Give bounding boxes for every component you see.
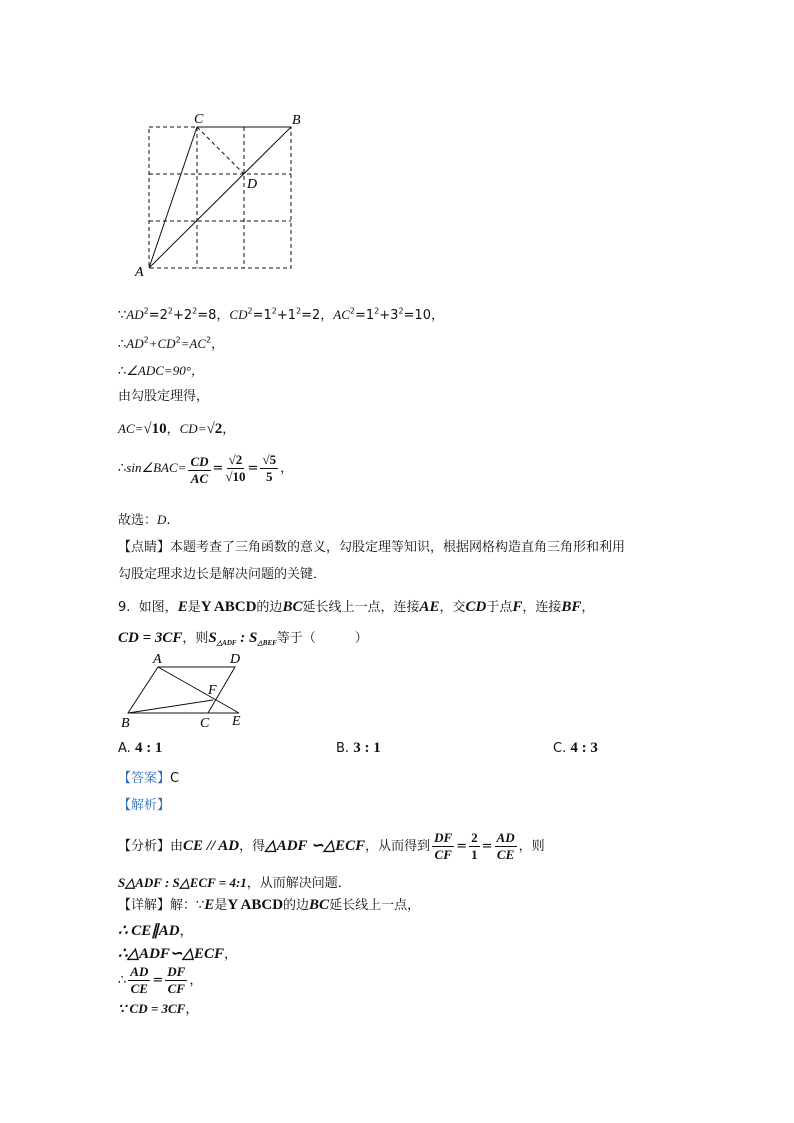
detail-line-5: ∵ CD = 3CF，: [118, 1001, 199, 1017]
analysis-heading: 【解析】: [118, 798, 171, 813]
option-b[interactable]: B. 3 : 1: [336, 740, 381, 756]
label-F: F: [208, 683, 217, 698]
label-A: A: [135, 265, 144, 280]
line-pythag: $\therefore AD^2+CD^2=AC^2$，: [118, 335, 225, 352]
detail-line-2: ∴ CE∥AD，: [118, 923, 193, 939]
line-choice: 故选：D.: [118, 512, 171, 528]
label-B: B: [121, 716, 130, 730]
line-sin: ∴sin∠BAC= $\frac{CD}{AC}$ = $\frac{√2}{√10}$ = $\frac{√5}{5}$ ，: [118, 452, 294, 486]
line-theorem: 由勾股定理得，: [118, 389, 210, 404]
grid-figure: [130, 105, 320, 285]
parallelogram-figure: [115, 650, 255, 730]
label-E: E: [232, 714, 241, 729]
detail-line-1: 【详解】解：∵E是Y ABCD的边BC延长线上一点，: [118, 897, 421, 913]
question-9-line-2: CD = 3CF，则$S_{\triangle ADF}$ : $S_{\triangle BEF}$等于（ ）: [118, 630, 368, 647]
comment-line-2: 勾股定理求边长是解决问题的关键．: [118, 567, 327, 582]
line-lengths: AC=√10，CD=√2，: [118, 421, 236, 437]
label-D: D: [247, 177, 258, 192]
option-a[interactable]: A. 4 : 1: [118, 740, 163, 756]
line-angle: ∴∠ADC=90°，: [118, 363, 204, 379]
option-c[interactable]: C. 4 : 3: [553, 740, 598, 756]
label-B: B: [292, 113, 301, 128]
label-D: D: [230, 652, 241, 667]
label-A: A: [153, 652, 162, 667]
label-C: C: [200, 716, 210, 730]
label-C: C: [194, 112, 204, 127]
comment-line-1: 【点睛】本题考查了三角函数的意义，勾股定理等知识，根据网格构造直角三角形和利用: [118, 540, 626, 555]
answer-line: 【答案】C: [118, 771, 180, 786]
detail-line-3: ∴△ADF∽△ECF，: [118, 946, 238, 962]
detail-line-4: ∴ $\frac{AD}{CE}$ = $\frac{DF}{CF}$ ，: [118, 964, 203, 996]
question-9-line-1: 9. 如图，E是Y ABCD的边BC延长线上一点，连接AE，交CD于点F，连接BF，: [118, 599, 595, 615]
line-squares: $\because AD^2=2^2+2^2=8$，$CD^2=1^2+1^2=2$，$AC^2=1^2+3^2=10$，: [118, 306, 444, 323]
analysis-line-1: 【分析】由CE // AD，得△ADF ∽△ECF，从而得到 $\frac{DF}{CF}$ = $\frac{2}{1}$ = $\frac{AD}{CE}$ ，则: [118, 830, 545, 862]
analysis-line-2: S△ADF : S△ECF = 4:1，从而解决问题．: [118, 875, 351, 891]
